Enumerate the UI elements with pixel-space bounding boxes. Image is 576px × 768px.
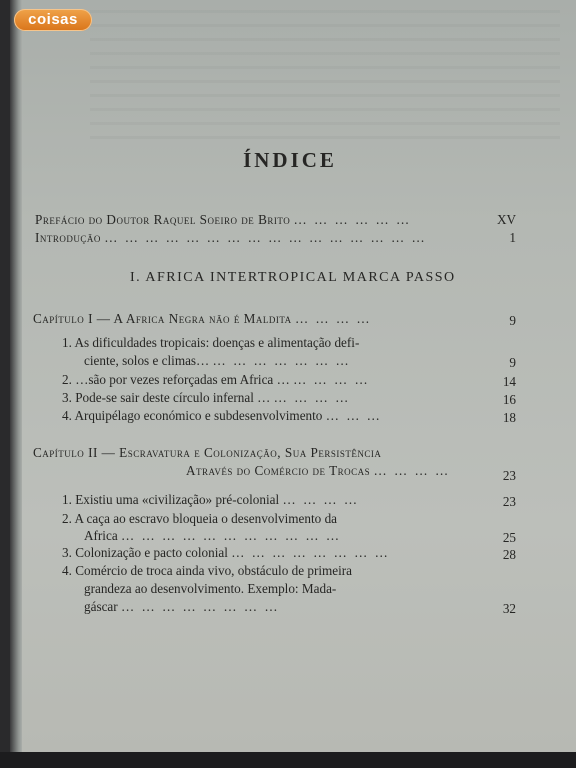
chapter-heading: Capítulo II — Escravatura e Colonização, Sua Persistência — [33, 445, 382, 460]
section-entry: 3. Pode-se sair deste círculo infernal … … … … … — [62, 390, 351, 405]
page-number: 9 — [509, 313, 516, 328]
section-entry: 1. As dificuldades tropicais: doenças e alimentação defi- — [62, 335, 360, 350]
section-entry: 1. Existiu uma «civilização» pré-colonial … … … … — [62, 492, 360, 507]
page-number: 9 — [509, 355, 516, 370]
page-number: 16 — [502, 392, 516, 407]
page-number: 23 — [502, 468, 516, 483]
section-entry: 2. …são por vezes reforçadas em Africa … … … … … — [62, 372, 370, 387]
section-entry-continued: grandeza ao desenvolvimento. Exemplo: Mada- — [84, 581, 337, 596]
watermark-logo: coisas — [14, 9, 92, 31]
part-title: I. AFRICA INTERTROPICAL MARCA PASSO — [130, 270, 456, 285]
page-number: 25 — [502, 530, 516, 545]
page-number: 18 — [502, 410, 516, 425]
front-entry-preface: Prefácio do Doutor Raquel Soeiro de Brito … … … … … … — [35, 212, 412, 227]
page-number: 23 — [502, 494, 516, 509]
section-entry: 4. Comércio de troca ainda vivo, obstáculo de primeira — [62, 563, 353, 578]
chapter-heading: Capítulo I — A Africa Negra não é Maldita … … … … — [33, 311, 372, 326]
page-number: 1 — [509, 230, 516, 245]
index-title: ÍNDICE — [243, 148, 337, 172]
section-entry-continued: ciente, solos e climas… … … … … … … … — [84, 353, 351, 368]
page-number: 14 — [502, 374, 516, 389]
section-entry-continued: gáscar … … … … … … … … — [84, 599, 280, 614]
section-entry-continued: Africa … … … … … … … … … … … — [84, 528, 342, 543]
page-number: 28 — [502, 547, 516, 562]
section-entry: 4. Arquipélago económico e subdesenvolvimento … … … — [62, 408, 382, 423]
section-entry: 3. Colonização e pacto colonial … … … … … … … … — [62, 545, 390, 560]
show-through-text — [90, 10, 560, 140]
front-entry-introduction: Introdução … … … … … … … … … … … … … … … … — [35, 230, 427, 245]
section-entry: 2. A caça ao escravo bloqueia o desenvolvimento da — [62, 511, 338, 526]
chapter-heading-continued: Através do Comércio de Trocas … … … … — [186, 463, 451, 478]
page-number: 32 — [502, 601, 516, 616]
page-bottom-edge — [0, 752, 576, 768]
page-spine-shadow — [10, 0, 22, 752]
page-number: XV — [496, 212, 516, 227]
book-page — [10, 0, 576, 752]
